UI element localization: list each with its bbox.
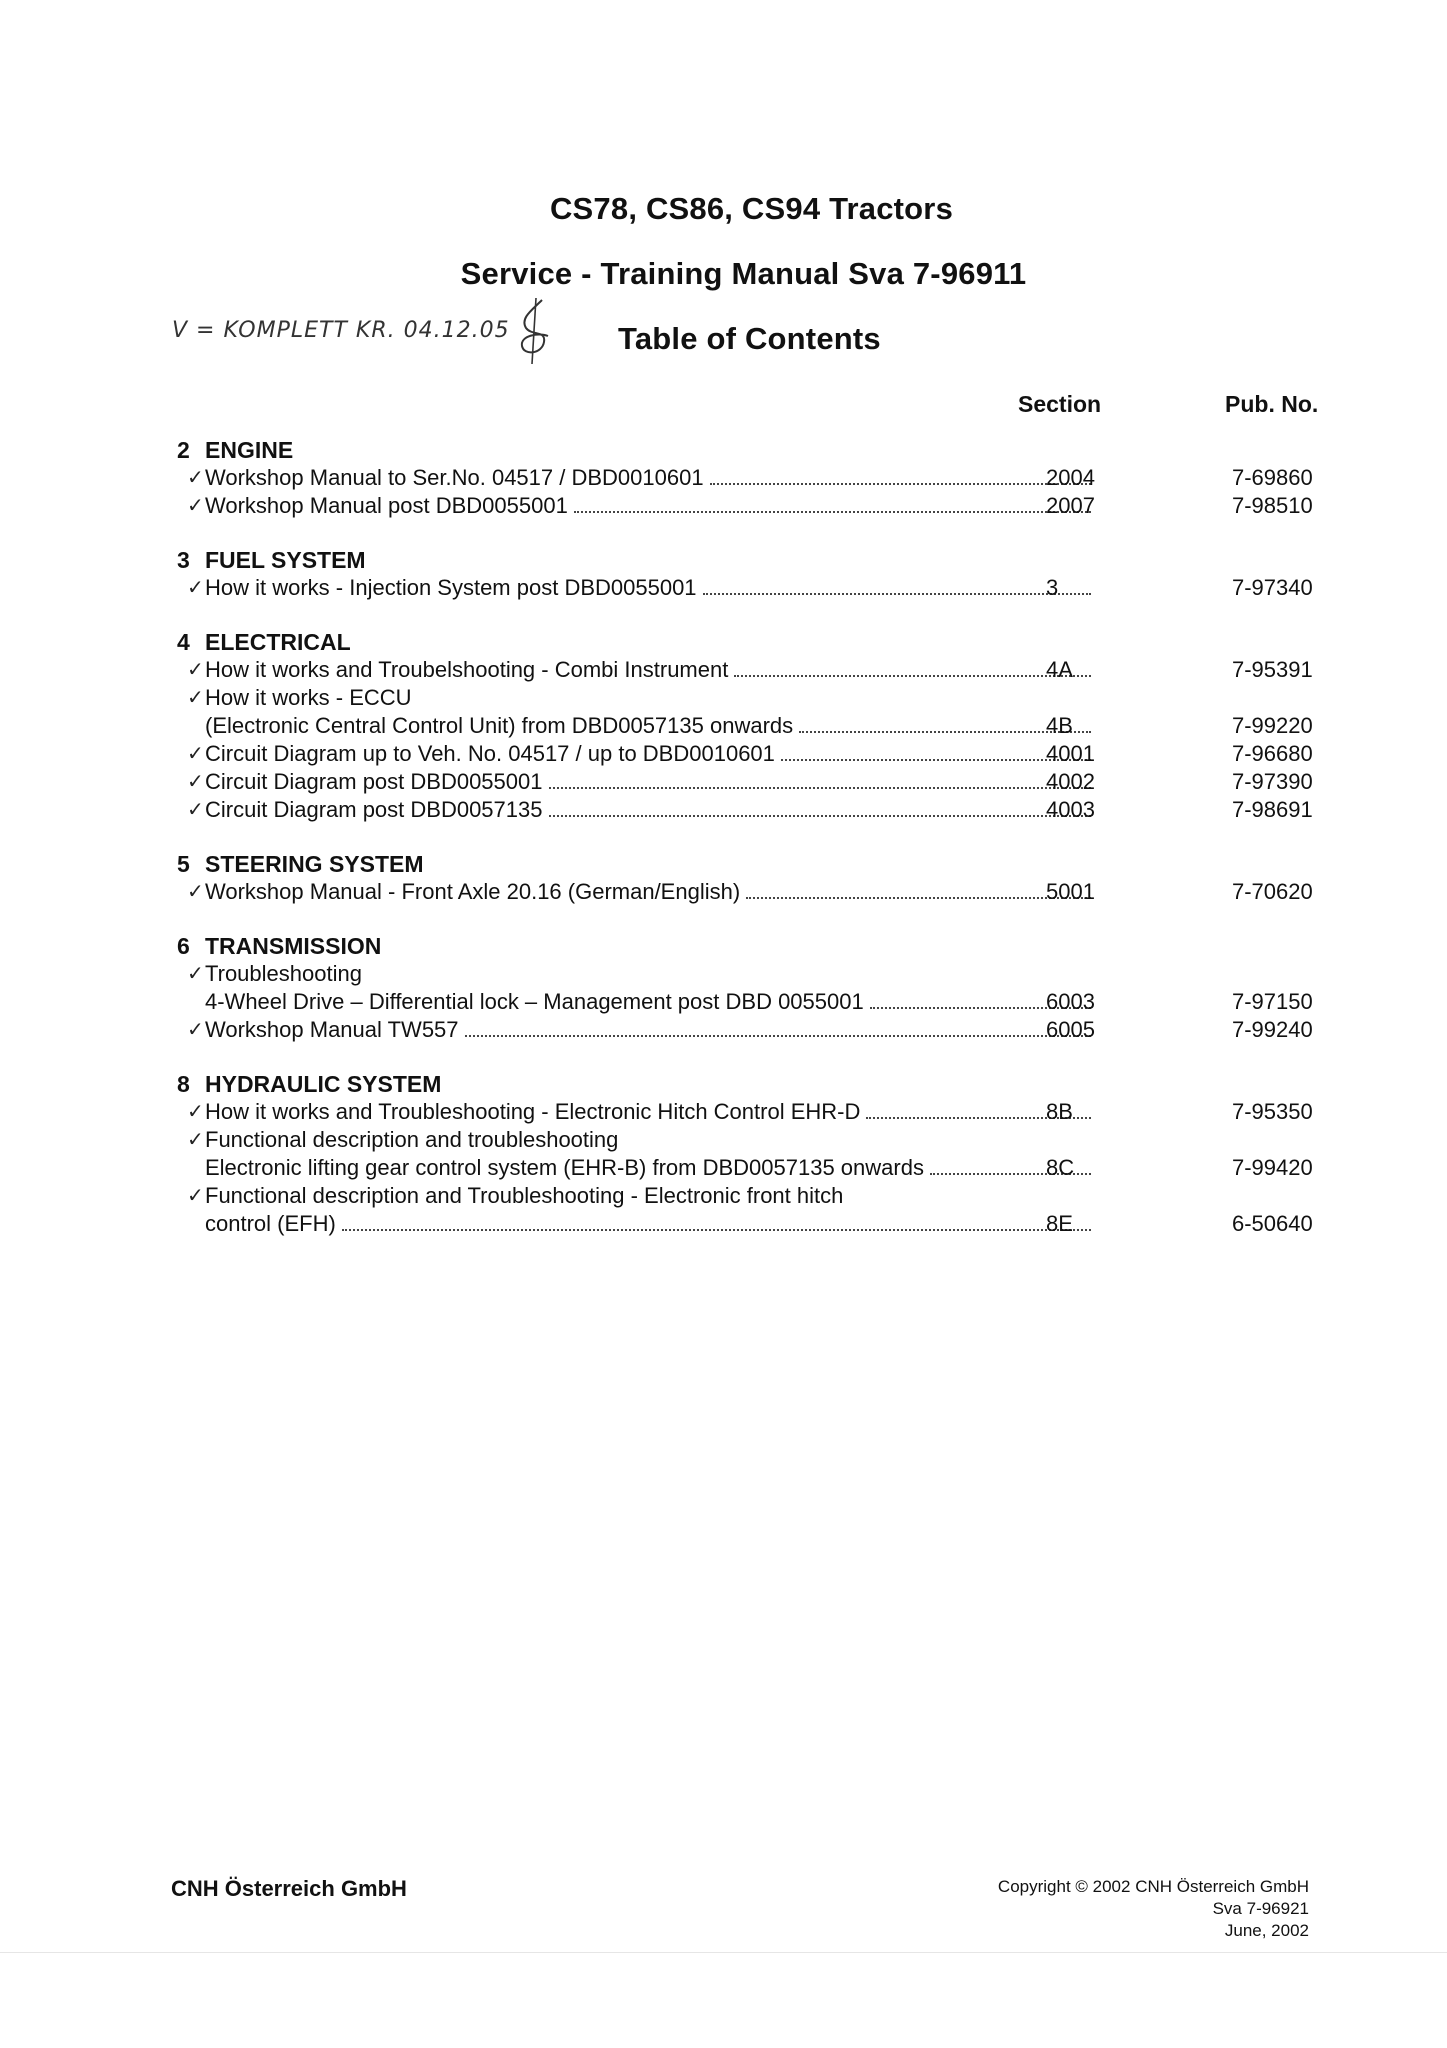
toc-entry-line bbox=[177, 1155, 1097, 1183]
toc-entry-line bbox=[177, 989, 1097, 1017]
section-number: 2 bbox=[177, 437, 190, 463]
checkmark-icon: ✓ bbox=[187, 1183, 204, 1207]
toc-pub-number: 7-95391 bbox=[1232, 657, 1313, 682]
toc-entry-title: Circuit Diagram up to Veh. No. 04517 / up to DBD0010601 bbox=[205, 741, 775, 766]
toc-entry-line bbox=[177, 685, 1097, 713]
toc-section-number: 6005 bbox=[1046, 1017, 1095, 1042]
toc-pub-number: 7-99240 bbox=[1232, 1017, 1313, 1042]
toc-entry-line bbox=[177, 769, 1097, 797]
toc-entry-line bbox=[177, 1127, 1097, 1155]
dot-leader bbox=[465, 1018, 1091, 1037]
dot-leader bbox=[710, 466, 1091, 485]
section-heading bbox=[177, 1071, 441, 1098]
section-heading bbox=[177, 851, 424, 878]
dot-leader bbox=[746, 880, 1091, 899]
toc-pub-number: 7-98691 bbox=[1232, 797, 1313, 822]
toc-section-number: 2007 bbox=[1046, 493, 1095, 518]
dot-leader bbox=[703, 576, 1091, 595]
toc-section-number: 2004 bbox=[1046, 465, 1095, 490]
checkmark-icon: ✓ bbox=[187, 741, 204, 765]
section-heading bbox=[177, 933, 381, 960]
toc-entry-line bbox=[177, 465, 1097, 493]
section-number: 6 bbox=[177, 933, 190, 959]
checkmark-icon: ✓ bbox=[187, 575, 204, 599]
toc-section-number: 8E bbox=[1046, 1211, 1073, 1236]
column-header-section: Section bbox=[1018, 391, 1102, 417]
checkmark-icon: ✓ bbox=[187, 1127, 204, 1151]
section-heading bbox=[177, 547, 366, 574]
toc-entry-title: 4-Wheel Drive – Differential lock – Management post DBD 0055001 bbox=[205, 989, 864, 1014]
handwritten-note: V = KOMPLETT KR. 04.12.05 bbox=[172, 318, 510, 343]
toc-entry-line bbox=[177, 741, 1097, 769]
checkmark-icon: ✓ bbox=[187, 797, 204, 821]
footer-info bbox=[998, 1876, 1309, 1942]
toc-entry-title: Workshop Manual TW557 bbox=[205, 1017, 459, 1042]
section-name: FUEL SYSTEM bbox=[205, 547, 366, 573]
toc-entry-title: Troubleshooting bbox=[205, 961, 362, 986]
footer-doc-number: Sva 7-96921 bbox=[1212, 1899, 1309, 1918]
toc-entry-title: Functional description and Troubleshooting - Electronic front hitch bbox=[205, 1183, 844, 1208]
handwritten-signature bbox=[512, 296, 558, 366]
document-title: CS78, CS86, CS94 Tractors bbox=[549, 191, 954, 226]
toc-pub-number: 7-97340 bbox=[1232, 575, 1313, 600]
toc-pub-number: 7-70620 bbox=[1232, 879, 1313, 904]
footer-copyright: Copyright © 2002 CNH Österreich GmbH bbox=[997, 1877, 1309, 1896]
toc-entry-line bbox=[177, 657, 1097, 685]
toc-entry-title: Workshop Manual to Ser.No. 04517 / DBD0010601 bbox=[205, 465, 704, 490]
toc-section-number: 4B bbox=[1046, 713, 1073, 738]
toc-pub-number: 7-97390 bbox=[1232, 769, 1313, 794]
toc-section-number: 5001 bbox=[1046, 879, 1095, 904]
checkmark-icon: ✓ bbox=[187, 465, 204, 489]
section-name: ENGINE bbox=[205, 437, 294, 463]
section-heading bbox=[177, 629, 351, 656]
toc-entry-title: control (EFH) bbox=[205, 1211, 336, 1236]
checkmark-icon: ✓ bbox=[187, 1099, 204, 1123]
section-name: ELECTRICAL bbox=[205, 629, 351, 655]
toc-pub-number: 7-96680 bbox=[1232, 741, 1313, 766]
toc-entry-title: (Electronic Central Control Unit) from DBD0057135 onwards bbox=[205, 713, 794, 738]
checkmark-icon: ✓ bbox=[187, 1017, 204, 1041]
toc-entry-line bbox=[177, 1099, 1097, 1127]
toc-entry-title: How it works and Troubleshooting - Electronic Hitch Control EHR-D bbox=[205, 1099, 861, 1124]
section-heading bbox=[177, 437, 293, 464]
checkmark-icon: ✓ bbox=[187, 685, 204, 709]
checkmark-icon: ✓ bbox=[187, 493, 204, 517]
toc-entry-title: Circuit Diagram post DBD0057135 bbox=[205, 797, 543, 822]
toc-entry-title: Functional description and troubleshooting bbox=[205, 1127, 619, 1152]
toc-entry-title: How it works - Injection System post DBD0055001 bbox=[205, 575, 697, 600]
toc-pub-number: 6-50640 bbox=[1232, 1211, 1313, 1236]
toc-entry-title: How it works and Troubelshooting - Combi Instrument bbox=[205, 657, 729, 682]
toc-section-number: 4002 bbox=[1046, 769, 1095, 794]
toc-entry-title: Circuit Diagram post DBD0055001 bbox=[205, 769, 543, 794]
toc-entry-line bbox=[177, 797, 1097, 825]
toc-section-number: 4003 bbox=[1046, 797, 1095, 822]
checkmark-icon: ✓ bbox=[187, 879, 204, 903]
section-number: 4 bbox=[177, 629, 190, 655]
section-number: 5 bbox=[177, 851, 190, 877]
checkmark-icon: ✓ bbox=[187, 769, 204, 793]
toc-entry-line bbox=[177, 575, 1097, 603]
toc-entry-line bbox=[177, 879, 1097, 907]
dot-leader bbox=[549, 798, 1092, 817]
toc-section-number: 8B bbox=[1046, 1099, 1073, 1124]
dot-leader bbox=[574, 494, 1091, 513]
toc-pub-number: 7-95350 bbox=[1232, 1099, 1313, 1124]
column-header-pub-no: Pub. No. bbox=[1225, 391, 1319, 417]
toc-pub-number: 7-98510 bbox=[1232, 493, 1313, 518]
toc-section-number: 4001 bbox=[1046, 741, 1095, 766]
toc-entry-line bbox=[177, 713, 1097, 741]
toc-pub-number: 7-69860 bbox=[1232, 465, 1313, 490]
toc-entry-line bbox=[177, 1183, 1097, 1211]
dot-leader bbox=[342, 1212, 1091, 1231]
dot-leader bbox=[549, 770, 1092, 789]
toc-section-number: 3 bbox=[1046, 575, 1059, 600]
footer-company: CNH Österreich GmbH bbox=[171, 1876, 407, 1901]
toc-title: Table of Contents bbox=[618, 321, 881, 356]
checkmark-icon: ✓ bbox=[187, 961, 204, 985]
dot-leader bbox=[781, 742, 1091, 761]
section-name: TRANSMISSION bbox=[205, 933, 382, 959]
toc-section-number: 8C bbox=[1046, 1155, 1075, 1180]
section-number: 3 bbox=[177, 547, 190, 573]
toc-entry-title: How it works - ECCU bbox=[205, 685, 412, 710]
toc-pub-number: 7-97150 bbox=[1232, 989, 1313, 1014]
toc-entry-title: Electronic lifting gear control system (EHR-B) from DBD0057135 onwards bbox=[205, 1155, 924, 1180]
toc-section-number: 4A bbox=[1046, 657, 1073, 682]
toc-entry-title: Workshop Manual - Front Axle 20.16 (German/English) bbox=[205, 879, 741, 904]
page-bottom-rule bbox=[0, 1952, 1447, 1953]
section-name: STEERING SYSTEM bbox=[205, 851, 424, 877]
toc-entry-title: Workshop Manual post DBD0055001 bbox=[205, 493, 568, 518]
toc-section-number: 6003 bbox=[1046, 989, 1095, 1014]
toc-pub-number: 7-99420 bbox=[1232, 1155, 1313, 1180]
section-number: 8 bbox=[177, 1071, 190, 1097]
toc-pub-number: 7-99220 bbox=[1232, 713, 1313, 738]
toc-entry-line bbox=[177, 961, 1097, 989]
document-subtitle: Service - Training Manual Sva 7-96911 bbox=[460, 256, 1027, 291]
toc-entry-line bbox=[177, 1211, 1097, 1239]
toc-entry-line bbox=[177, 493, 1097, 521]
dot-leader bbox=[734, 658, 1091, 677]
footer-date: June, 2002 bbox=[1224, 1921, 1309, 1940]
checkmark-icon: ✓ bbox=[187, 657, 204, 681]
section-name: HYDRAULIC SYSTEM bbox=[205, 1071, 442, 1097]
toc-entry-line bbox=[177, 1017, 1097, 1045]
